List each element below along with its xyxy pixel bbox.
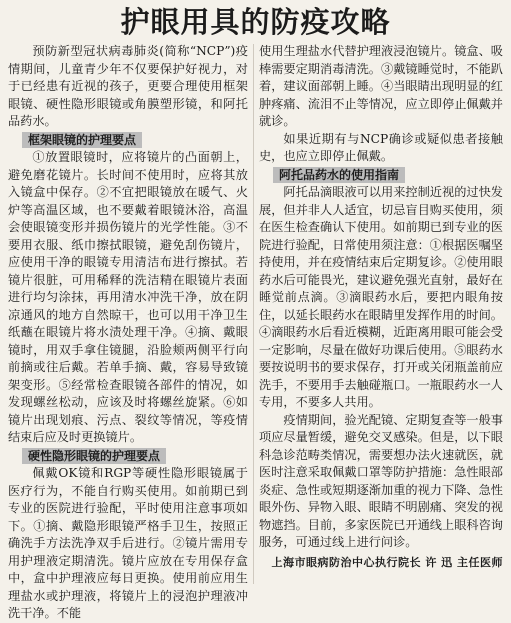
section-heading-rigid-lens: 硬性隐形眼镜的护理要点 xyxy=(22,448,166,464)
article-title: 护眼用具的防疫攻略 xyxy=(120,5,391,39)
frame-glasses-paragraph: ①放置眼镜时，应将镜片的凸面朝上，避免磨花镜片。长时间不使用时，应将其放入镜盒中保存。②不宜把眼镜放在暖气、火炉等高温区域，也不要戴着眼镜沐浴，高温会使眼镜变形并损伤镜片的光学性能。③不要用衣服、纸巾擦拭眼镜，避免刮伤镜片，应使用干净的眼镜专用清洁布进行擦拭。若镜片很脏，可用稀释的洗洁精在眼镜片表面进行均匀涂抹，再用清水冲洗干净，放在阴凉通风的地方自然晾干，也可以用干净卫生纸蘸在眼镜片将水渍处理干净。④摘、戴眼镜时，用双手拿住镜腿，沿脸颊两侧平行向前摘或往后戴。若单手摘、戴，容易导致镜架变形。⑤经常检查眼镜各部件的情况，如发现螺丝松动，应该及时将螺丝旋紧。⑥如镜片出现划痕、污点、裂纹等情况，等疫情结束后应及时更换镜片。 xyxy=(8,150,248,444)
rigid-lens-paragraph: 佩戴OK镜和RGP等硬性隐形眼镜属于医疗行为，不能自行购买使用。如前期已到专业的医院进行验配，平时使用注意事项如下。①摘、戴隐形眼镜严格手卫生，按照正确洗手方法洗净双手后进行。②镜片需用专用护理液定期清洗。镜片应放在专用保存盒中，盒中护理液应每日更换。使用前应用生理盐水或护理液，将镜片上的浸泡护理液冲洗干净。不能 xyxy=(8,466,248,620)
atropine-paragraph: 阿托品滴眼液可以用来控制近视的过快发展，但并非人人适宜，切忌盲目购买使用，须在医生检查确认下使用。如前期已到专业的医院进行验配，日常使用须注意：①根据医嘱坚持使用，并在疫情结束后定期复诊。②使用眼药水后可能畏光，建议避免强光直射，最好在睡觉前点滴。③滴眼药水后，要把内眼角按住，以延长眼药水在眼睛里发挥作用的时间。④滴眼药水后看近模糊，近距离用眼可能会受一定影响，尽量在做好功课后使用。⑤眼药水要按说明书的要求保存，打开或关闭瓶盖前应洗手，不要用手去触碰瓶口。一瓶眼药水一人专用，不要多人共用。 xyxy=(259,185,503,409)
column-divider xyxy=(253,44,254,584)
intro-paragraph: 预防新型冠状病毒肺炎(简称“NCP”)疫情期间，儿童青少年不仅要保护好视力，对于已经患有近视的孩子，更要合理使用框架眼镜、硬性隐形眼镜或角膜塑形镜，和阿托品药水。 xyxy=(8,44,248,128)
left-column xyxy=(8,43,248,623)
section-heading-frame-glasses: 框架眼镜的护理要点 xyxy=(22,132,142,148)
ncp-contact-paragraph: 如果近期有与NCP确诊或疑似患者接触史，也应立即停止佩戴。 xyxy=(259,131,503,163)
section-heading-atropine: 阿托品药水的使用指南 xyxy=(273,167,405,183)
closing-paragraph: 疫情期间，验光配镜、定期复查等一般事项应尽量暂缓，避免交叉感染。但是，以下眼科急诊范畴类情况，需要想办法火速就医，就医时注意采取佩戴口罩等防护措施：急性眼部炎症、急性或短期逐渐加重的视力下降、急性眼外伤、异物入眼、眼睛不明剧痛、突发的视物遮挡。目前，多家医院已开通线上眼科咨询服务，可通过线上进行问诊。 xyxy=(259,412,503,549)
author-byline: 上海市眼病防治中心执行院长 许 迅 主任医师 xyxy=(271,555,503,569)
rigid-lens-continued: 使用生理盐水代替护理液浸泡镜片。镜盒、吸棒需要定期消毒清洗。③戴镜睡觉时，不能趴着，建议面部朝上睡。④当眼睛出现明显的红肿疼痛、流泪不止等情况，应立即停止佩戴并就诊。 xyxy=(259,44,503,128)
right-column xyxy=(259,43,503,571)
